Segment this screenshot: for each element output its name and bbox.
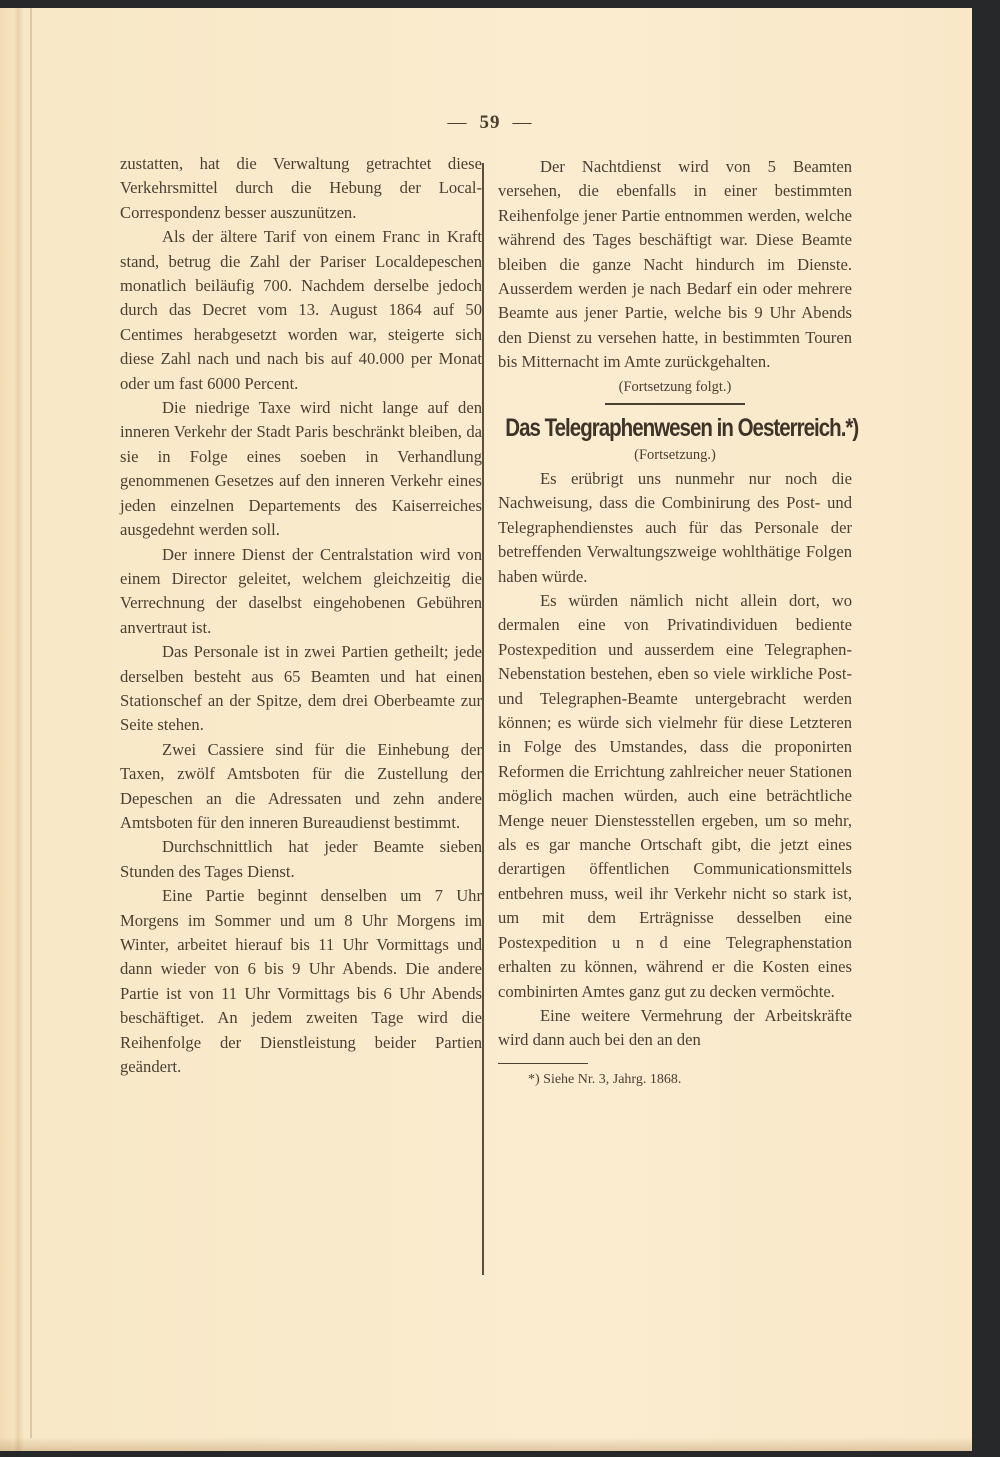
paragraph: Als der ältere Tarif von einem Franc in Kraft stand, betrug die Zahl der Pariser Localdepeschen monatlich beiläufig 700. Nachdem derselbe jedoch durch das Decret vom 13. August 1864 auf 50 Centimes herabgesetzt worden war, steigerte sich diese Zahl nach und nach bis auf 40.000 per Monat oder um fast 6000 Percent. [120,227,482,393]
footnote-rule [498,1063,588,1064]
paragraph: Eine Partie beginnt denselben um 7 Uhr Morgens im Sommer und um 8 Uhr Morgens im Winter, arbeitet hierauf bis 11 Uhr Vormittags und dann wieder von 6 bis 9 Uhr Abends. Die andere Partie ist von 11 Uhr Vormittags bis 6 Uhr Abends beschäftiget. An jedem zweiten Tage wird die Reihenfolge der Dienstleistung beider Partien geändert. [120,886,482,1077]
paragraph: Zwei Cassiere sind für die Einhebung der Taxen, zwölf Amtsboten für die Zustellung der Depeschen an die Adressaten und zehn andere Amtsboten für den inneren Bureaudienst bestimmt. [120,739,482,832]
page-number: 59 [479,112,501,133]
paragraph: Eine weitere Vermehrung der Arbeitskräfte wird dann auch bei den an den [498,1005,852,1050]
column-divider [482,163,484,1275]
header-dash-right: — [512,112,533,133]
right-column [498,155,859,1092]
header-dash-left: — [447,112,468,133]
footnote: *) Siehe Nr. 3, Jahrg. 1868. [528,1071,682,1087]
page-number-header [420,112,560,134]
section-rule [605,403,745,405]
paragraph: Es würden nämlich nicht allein dort, wo dermalen eine von Privatindividuen bediente Postexpedition und ausserdem eine Telegraphen-Nebenstation bestehen, eben so viele wirkliche Post- und Telegraphen-Beamte untergebracht werden können; es würde sich vielmehr für diese Letzteren in Folge des Umstandes, dass die proponirten Reformen die Errichtung zahlreicher neuer Stationen möglich machen würden, auch eine beträchtliche Menge neuer Dienstesstellen ergeben, um so mehr, als es gar manche Ortschaft gibt, die jetzt eines derartigen öffentlichen Communicationsmittels entbehren muss, weil ihr Verkehr nicht so stark ist, um mit dem Erträgnisse desselben eine Postexpedition u n d eine Telegraphenstation erhalten zu können, während er die Kosten eines combinirten Amtes ganz gut zu decken vermöchte. [498,591,852,1001]
left-column [120,152,482,1079]
continued-note: (Fortsetzung folgt.) [618,378,732,395]
paragraph: Durchschnittlich hat jeder Beamte sieben Stunden des Tages Dienst. [120,837,482,881]
paragraph: Es erübrigt uns nunmehr nur noch die Nachweisung, dass die Combinirung des Post- und Telegraphendienstes auch für das Personale der betreffenden Verwaltungszweige wohlthätige Folgen haben würde. [498,468,852,586]
paragraph: Der innere Dienst der Centralstation wird von einem Director geleitet, welchem gleichzeitig die Verrechnung der daselbst eingehobenen Gebühren anvertraut ist. [120,544,482,637]
paragraph: zustatten, hat die Verwaltung getrachtet diese Verkehrsmittel durch die Hebung der Local-Correspondenz besser auszunützen. [120,154,482,222]
document-page [0,8,972,1451]
paragraph: Der Nachtdienst wird von 5 Beamten versehen, die ebenfalls in einer bestimmten Reihenfolge jener Partie entnommen werden, welche während des Tages beschäftigt war. Diese Beamte bleiben die ganze Nacht hindurch im Dienste. Ausserdem werden je nach Bedarf ein oder mehrere Beamte aus jener Partie, welche bis 9 Uhr Abends den Dienst zu versehen hatte, in bestimmten Touren bis Mitternacht im Amte zurückgehalten. [498,157,852,372]
paragraph: Das Personale ist in zwei Partien getheilt; jede derselben besteht aus 65 Beamten und hat einen Stationschef an der Spitze, dem drei Oberbeamte zur Seite stehen. [120,642,482,735]
paragraph: Die niedrige Taxe wird nicht lange auf den inneren Verkehr der Stadt Paris beschränkt bleiben, da sie in Folge eines soeben in Verhandlung genommenen Gesetzes auf den inneren Verkehr eines jeden einzelnen Departements des Kaiserreiches ausgedehnt werden soll. [120,398,482,540]
article-subtitle: (Fortsetzung.) [634,446,716,463]
article-title: Das Telegraphenwesen in Oesterreich.*) [505,413,859,442]
page-fold-line [30,8,32,1438]
